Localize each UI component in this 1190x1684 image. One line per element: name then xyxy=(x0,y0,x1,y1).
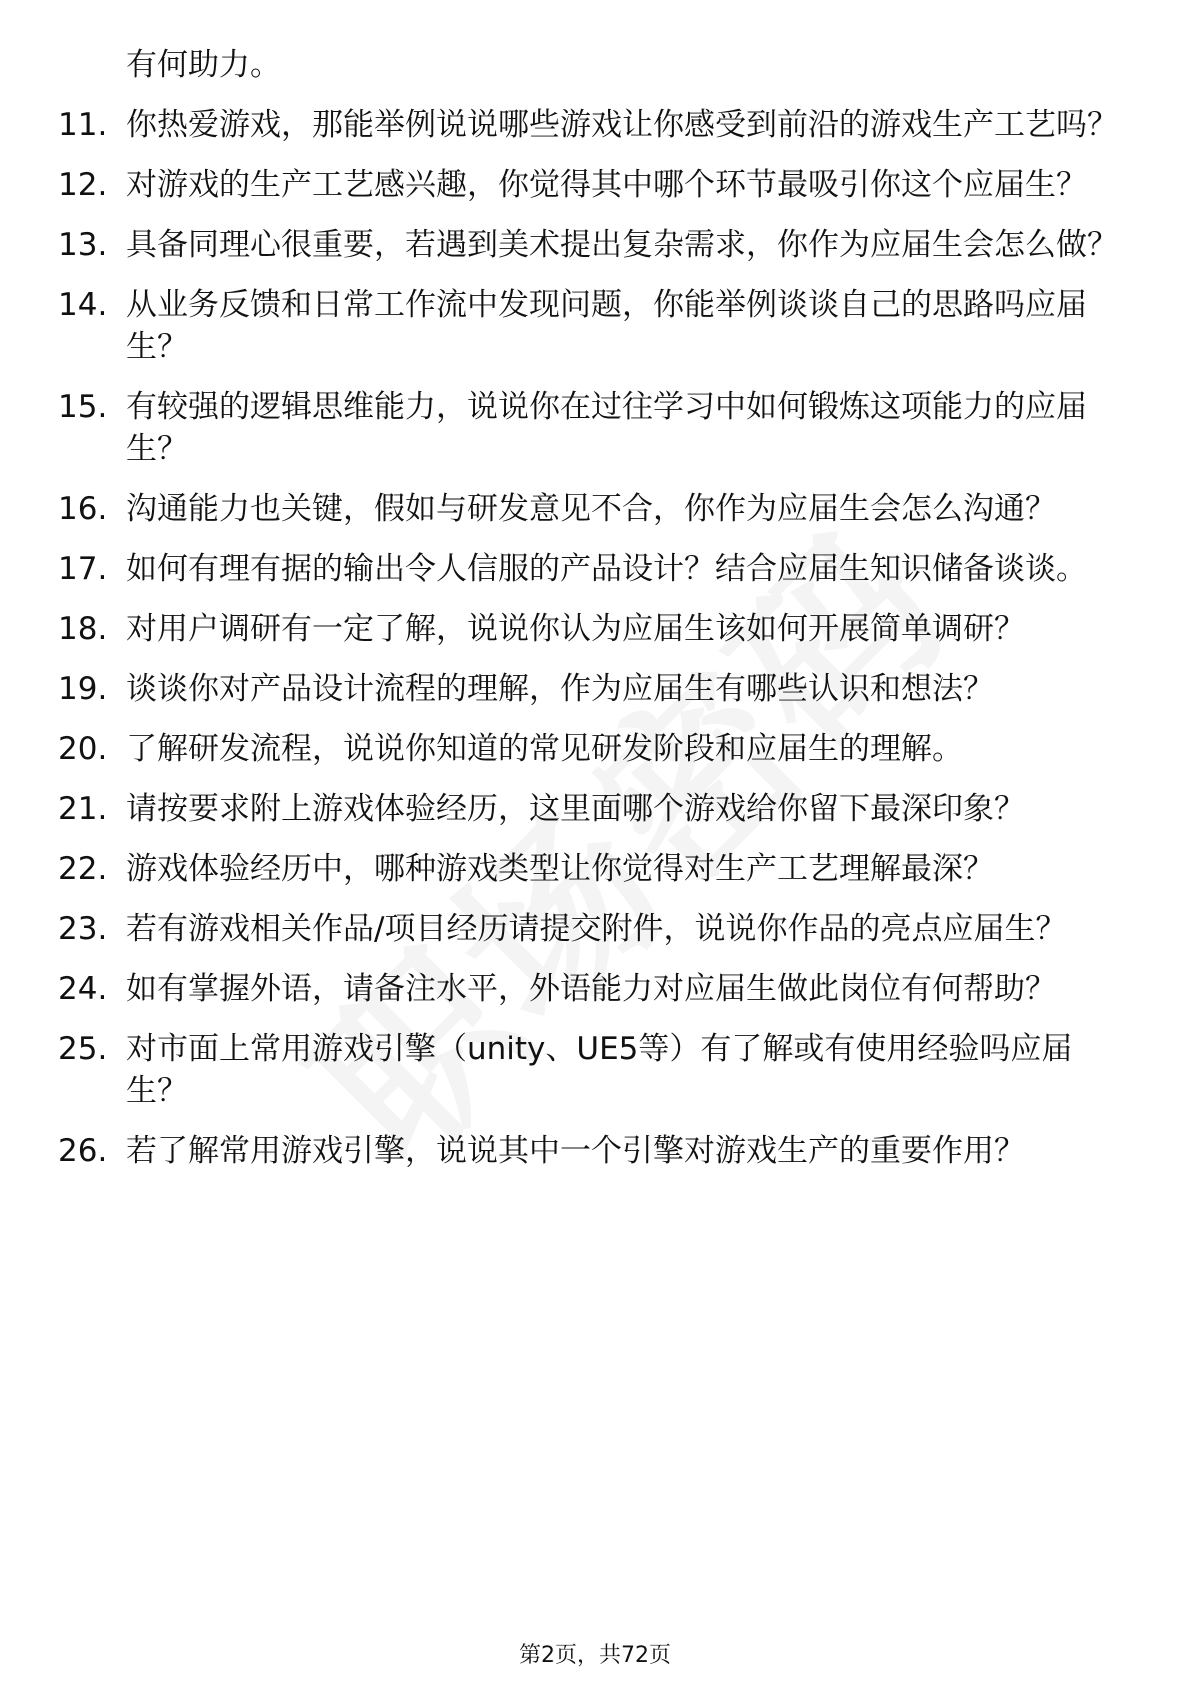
question-text: 游戏体验经历中，哪种游戏类型让你觉得对生产工艺理解最深？ xyxy=(126,851,994,887)
question-text: 若有游戏相关作品/项目经历请提交附件，说说你作品的亮点应届生？ xyxy=(126,911,1067,947)
question-number: 13. xyxy=(58,227,108,263)
question-text: 对市面上常用游戏引擎（unity、UE5等）有了解或有使用经验吗应届生？ xyxy=(126,1031,1073,1109)
question-item xyxy=(58,608,1138,650)
question-number: 23. xyxy=(58,911,108,947)
question-number: 14. xyxy=(58,287,108,323)
question-item xyxy=(58,968,1138,1010)
question-text: 对游戏的生产工艺感兴趣，你觉得其中哪个环节最吸引你这个应届生？ xyxy=(126,167,1087,203)
question-item xyxy=(58,1028,1138,1112)
question-item xyxy=(58,908,1138,950)
question-number: 26. xyxy=(58,1133,108,1169)
question-item xyxy=(58,788,1138,830)
question-text: 对用户调研有一定了解，说说你认为应届生该如何开展简单调研？ xyxy=(126,611,1025,647)
question-text: 如有掌握外语，请备注水平，外语能力对应届生做此岗位有何帮助？ xyxy=(126,971,1056,1007)
question-text: 若了解常用游戏引擎，说说其中一个引擎对游戏生产的重要作用？ xyxy=(126,1133,1025,1169)
question-item xyxy=(58,224,1138,266)
question-item xyxy=(58,284,1138,368)
continued-text: 有何助力。 xyxy=(126,47,281,83)
question-number: 15. xyxy=(58,389,108,425)
question-text: 如何有理有据的输出令人信服的产品设计？结合应届生知识储备谈谈。 xyxy=(126,551,1087,587)
page-footer: 第2页，共72页 xyxy=(519,1643,671,1668)
question-item xyxy=(58,386,1138,470)
question-text: 请按要求附上游戏体验经历，这里面哪个游戏给你留下最深印象？ xyxy=(126,791,1025,827)
question-item xyxy=(58,104,1138,146)
question-number: 21. xyxy=(58,791,108,827)
question-number: 11. xyxy=(58,107,108,143)
question-text: 有较强的逻辑思维能力，说说你在过往学习中如何锻炼这项能力的应届生？ xyxy=(126,389,1087,467)
question-list xyxy=(58,44,1138,1190)
question-text: 沟通能力也关键，假如与研发意见不合，你作为应届生会怎么沟通？ xyxy=(126,491,1056,527)
question-number: 20. xyxy=(58,731,108,767)
questions-container xyxy=(58,104,1138,1172)
question-number: 16. xyxy=(58,491,108,527)
question-item xyxy=(58,164,1138,206)
question-text: 谈谈你对产品设计流程的理解，作为应届生有哪些认识和想法？ xyxy=(126,671,994,707)
question-number: 17. xyxy=(58,551,108,587)
question-number: 12. xyxy=(58,167,108,203)
question-number: 18. xyxy=(58,611,108,647)
question-item xyxy=(58,488,1138,530)
question-item xyxy=(58,548,1138,590)
question-text: 了解研发流程，说说你知道的常见研发阶段和应届生的理解。 xyxy=(126,731,963,767)
question-item xyxy=(58,848,1138,890)
question-item xyxy=(58,1130,1138,1172)
question-text: 你热爱游戏，那能举例说说哪些游戏让你感受到前沿的游戏生产工艺吗？ xyxy=(126,107,1118,143)
question-item xyxy=(58,668,1138,710)
question-number: 24. xyxy=(58,971,108,1007)
question-number: 19. xyxy=(58,671,108,707)
question-item xyxy=(58,728,1138,770)
question-text: 从业务反馈和日常工作流中发现问题，你能举例谈谈自己的思路吗应届生？ xyxy=(126,287,1087,365)
question-number: 25. xyxy=(58,1031,108,1067)
question-text: 具备同理心很重要，若遇到美术提出复杂需求，你作为应届生会怎么做？ xyxy=(126,227,1118,263)
question-number: 22. xyxy=(58,851,108,887)
